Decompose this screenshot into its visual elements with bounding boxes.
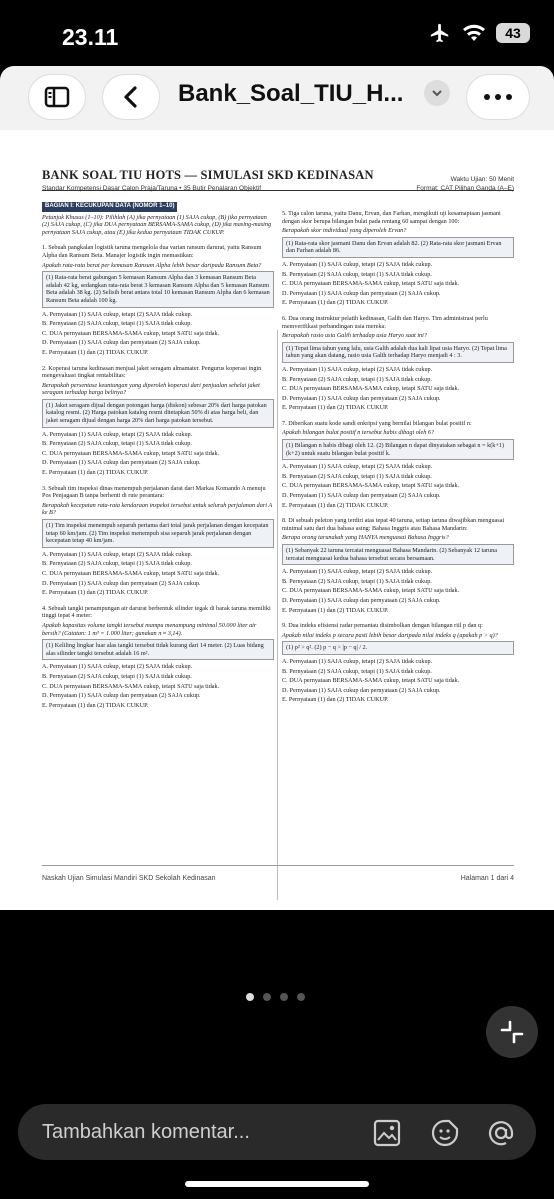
footer-left: Naskah Ujian Simulasi Mandiri SKD Sekolah Kedinasan	[42, 875, 216, 882]
question	[282, 315, 514, 412]
answer-option: A. Pernyataan (1) SAJA cukup, tetapi (2) SAJA tidak cukup.	[282, 463, 433, 471]
sidebar-icon	[44, 86, 70, 108]
sidebar-toggle-button[interactable]	[28, 74, 86, 120]
question-stem: 1. Sebuah pangkalan logistik taruna mengelola dua varian ransum darurat, yaitu Ransum Alpha dan Ransum Beta. Manajer logistik ingin memastikan:	[42, 244, 262, 259]
answer-option: C. DUA pernyataan BERSAMA-SAMA cukup, tetapi SATU saja tidak.	[42, 682, 220, 690]
statement-box: (1) Tim inspeksi menempuh separuh pertama dari total jarak perjalanan dengan kecepatan tetap 60 km/jam. (2) Tim inspeksi menempuh sisa separuh jarak perjalanan dengan kecepatan tetap 40 km/jam.	[42, 519, 274, 548]
answer-option: C. DUA pernyataan BERSAMA-SAMA cukup, tetapi SATU saja tidak.	[282, 587, 460, 595]
page-indicator[interactable]	[246, 993, 305, 1001]
right-column	[282, 202, 514, 706]
answer-option: B. Pernyataan (2) SAJA cukup, tetapi (1) SAJA tidak cukup.	[282, 577, 432, 585]
question-stem: 5. Tiga calon taruna, yaitu Danu, Ervan, dan Farhan, mengikuti uji kesamaptaan jasmani dengan skor berupa bilangan bulat pada rentang 60 sampai dengan 100:	[282, 210, 501, 225]
answer-option: A. Pernyataan (1) SAJA cukup, tetapi (2) SAJA tidak cukup.	[282, 260, 433, 268]
question-ask: Berapakah skor individual yang diperoleh Ervan?	[282, 227, 407, 235]
answer-option: B. Pernyataan (2) SAJA cukup, tetapi (1) SAJA tidak cukup.	[282, 270, 432, 278]
question-stem: 7. Diberikan suatu kode sandi enkripsi yang bernilai bilangan bulat positif n:	[282, 419, 472, 427]
left-questions	[42, 244, 274, 709]
answer-option: B. Pernyataan (2) SAJA cukup, tetapi (1) SAJA tidak cukup.	[42, 672, 192, 680]
question-ask: Apakah nilai indeks p secara pasti lebih besar daripada nilai indeks q (apakah p > q)?	[282, 631, 498, 639]
answer-option: C. DUA pernyataan BERSAMA-SAMA cukup, tetapi SATU saja tidak.	[282, 385, 460, 393]
answer-option: E. Pernyataan (1) dan (2) TIDAK CUKUP.	[282, 696, 389, 704]
question	[282, 622, 514, 704]
doc-meta-time: Waktu Ujian: 50 Menit	[450, 176, 514, 183]
page-dot[interactable]	[246, 993, 254, 1001]
statement-box: (1) Jaket seragam dijual dengan potongan harga (diskon) sebesar 20% dari harga patokan katalog resmi. (2) Harga patokan katalog resmi ditetapkan 50% di atas harga beli, dan jaket seragam dijual dengan harga 20% dari harga patokan tersebut.	[42, 399, 274, 428]
title-dropdown-button[interactable]	[424, 80, 450, 106]
comment-input[interactable]: Tambahkan komentar...	[42, 1121, 250, 1143]
question-ask: Apakah bilangan bulat positif n tersebut habis dibagi oleh 6?	[282, 429, 435, 437]
question-ask: Berapakah persentase keuntungan yang diperoleh koperasi dari penjualan sehelai jaket seragam terhadap harga belinya?	[42, 381, 260, 397]
doc-footer	[42, 875, 514, 882]
answer-option: A. Pernyataan (1) SAJA cukup, tetapi (2) SAJA tidak cukup.	[282, 657, 433, 665]
question	[42, 365, 274, 477]
mention-icon[interactable]	[486, 1118, 516, 1148]
question-stem: 4. Sebuah tangki penampungan air darurat berbentuk silinder tegak di barak taruna memiliki tinggi tepat 4 meter:	[42, 604, 271, 620]
answer-option: A. Pernyataan (1) SAJA cukup, tetapi (2) SAJA tidak cukup.	[42, 430, 193, 438]
answer-option: D. Pernyataan (1) SAJA cukup dan pernyataan (2) SAJA cukup.	[42, 579, 201, 587]
back-button[interactable]	[102, 74, 160, 120]
status-time: 23.11	[62, 24, 119, 50]
question-stem: 3. Sebuah tim inspeksi dinas menempuh perjalanan darat dari Markas Komando A menuju Pos Penjagaan B tanpa berhenti di rute perantara:	[42, 484, 266, 500]
wifi-icon	[462, 23, 486, 43]
question	[42, 244, 274, 356]
statement-box: (1) Rata-rata skor jasmani Danu dan Ervan adalah 82. (2) Rata-rata skor jasmani Ervan dan Farhan adalah 86.	[282, 237, 514, 258]
doc-meta-format: Format: CAT Pilihan Ganda (A–E)	[416, 185, 514, 192]
statement-box: (1) p² > q². (2) p − q > |p − q| / 2.	[282, 641, 514, 655]
statement-box: (1) Rata-rata berat gabungan 5 kemasan Ransum Alpha dan 3 kemasan Ransum Beta adalah 42 kg, sedangkan rata-rata berat 3 kemasan Ransum Alpha dan 5 kemasan Ransum Beta adalah 38 kg. (2) Selisih berat antara total 10 kemasan Ransum Alpha dan 6 kemasan Ransum Beta adalah 100 kg.	[42, 271, 274, 307]
answer-option: D. Pernyataan (1) SAJA cukup dan pernyataan (2) SAJA cukup.	[42, 339, 201, 347]
footer-right: Halaman 1 dari 4	[460, 875, 514, 882]
answer-option: D. Pernyataan (1) SAJA cukup dan pernyataan (2) SAJA cukup.	[42, 459, 201, 467]
sticker-icon[interactable]	[430, 1118, 460, 1148]
page-dot[interactable]	[280, 993, 288, 1001]
instructions: Petunjuk Khusus (1–10): Pilihlah (A) jika pernyataan (1) SAJA cukup, (B) jika pernyataan (2) SAJA cukup, (C) jika DUA pernyataan BERSAMA-SAMA cukup, (D) jika masing-masing pernyataan SAJA cukup, atau (E) jika kedua pernyataan TIDAK CUKUP.	[42, 213, 272, 236]
question-ask: Berapakah rasio usia Galih terhadap usia Haryo saat ini?	[282, 332, 427, 340]
answer-option: D. Pernyataan (1) SAJA cukup dan pernyataan (2) SAJA cukup.	[42, 692, 201, 700]
more-button[interactable]	[466, 74, 530, 120]
answer-option: C. DUA pernyataan BERSAMA-SAMA cukup, tetapi SATU saja tidak.	[42, 569, 220, 577]
answer-option: D. Pernyataan (1) SAJA cukup dan pernyataan (2) SAJA cukup.	[282, 492, 441, 500]
more-icon	[483, 93, 513, 101]
statement-box: (1) Keliling lingkar luar alas tangki tersebut tidak kurang dari 14 meter. (2) Luas bidang alas silinder tangki tersebut adalah 16 m².	[42, 639, 274, 660]
question-ask: Apakah rata-rata berat per kemasan Ransum Alpha lebih besar daripada Ransum Beta?	[42, 261, 262, 269]
question-ask: Berapa orang tarunakah yang HANYA menguasai Bahasa Inggris?	[282, 534, 449, 542]
status-bar	[0, 0, 554, 64]
question	[282, 517, 514, 614]
answer-option: A. Pernyataan (1) SAJA cukup, tetapi (2) SAJA tidak cukup.	[282, 365, 433, 373]
answer-option: B. Pernyataan (2) SAJA cukup, tetapi (1) SAJA tidak cukup.	[282, 472, 432, 480]
answer-option: C. DUA pernyataan BERSAMA-SAMA cukup, tetapi SATU saja tidak.	[282, 677, 460, 685]
collapse-icon	[498, 1018, 526, 1046]
home-indicator[interactable]	[185, 1181, 369, 1187]
header-rule	[42, 190, 514, 191]
answer-option: B. Pernyataan (2) SAJA cukup, tetapi (1) SAJA tidak cukup.	[42, 440, 192, 448]
document-title[interactable]: Bank_Soal_TIU_H...	[178, 80, 404, 107]
footer-rule	[42, 865, 514, 866]
question-stem: 6. Dua orang instruktur pelatih kedinasan, Galih dan Haryo. Tim administrasi perlu memverifikasi perbandingan usia mereka:	[282, 314, 488, 330]
answer-option: A. Pernyataan (1) SAJA cukup, tetapi (2) SAJA tidak cukup.	[42, 663, 193, 671]
answer-option: E. Pernyataan (1) dan (2) TIDAK CUKUP.	[282, 404, 389, 412]
answer-option: D. Pernyataan (1) SAJA cukup dan pernyataan (2) SAJA cukup.	[282, 686, 441, 694]
answer-option: D. Pernyataan (1) SAJA cukup dan pernyataan (2) SAJA cukup.	[282, 596, 441, 604]
question	[42, 605, 274, 710]
answer-option: B. Pernyataan (2) SAJA cukup, tetapi (1) SAJA tidak cukup.	[42, 320, 192, 328]
battery-icon: 43	[496, 23, 530, 43]
question	[282, 210, 514, 307]
answer-option: B. Pernyataan (2) SAJA cukup, tetapi (1) SAJA tidak cukup.	[282, 375, 432, 383]
question-ask: Apakah kapasitas volume tangki tersebut mampu menampung minimal 50.000 liter air bersih? (Catatan: 1 m³ = 1.000 liter; gunakan π ≈ 3,14).	[42, 621, 257, 637]
image-icon[interactable]	[372, 1118, 402, 1148]
answer-option: A. Pernyataan (1) SAJA cukup, tetapi (2) SAJA tidak cukup.	[42, 550, 193, 558]
question	[42, 485, 274, 597]
answer-option: C. DUA pernyataan BERSAMA-SAMA cukup, tetapi SATU saja tidak.	[42, 449, 220, 457]
page-dot[interactable]	[297, 993, 305, 1001]
question-stem: 9. Dua indeks efisiensi radar pemantau disimbolkan dengan bilangan riil p dan q:	[282, 622, 483, 630]
answer-option: B. Pernyataan (2) SAJA cukup, tetapi (1) SAJA tidak cukup.	[282, 667, 432, 675]
statement-box: (1) Tepat lima tahun yang lalu, usia Galih adalah dua kali lipat usia Haryo. (2) Tepat lima tahun yang akan datang, rasio usia Galih terhadap Haryo menjadi 4 : 3.	[282, 342, 514, 363]
statement-box: (1) Bilangan n habis dibagi oleh 12. (2) Bilangan n dapat dinyatakan sebagai n = k(k+1)(k+2) untuk suatu bilangan bulat positif k.	[282, 439, 514, 460]
answer-option: E. Pernyataan (1) dan (2) TIDAK CUKUP.	[282, 606, 389, 614]
answer-option: A. Pernyataan (1) SAJA cukup, tetapi (2) SAJA tidak cukup.	[42, 310, 193, 318]
document-page	[0, 130, 554, 910]
left-column	[42, 202, 274, 711]
answer-option: E. Pernyataan (1) dan (2) TIDAK CUKUP.	[42, 701, 149, 709]
answer-option: E. Pernyataan (1) dan (2) TIDAK CUKUP.	[282, 299, 389, 307]
answer-option: C. DUA pernyataan BERSAMA-SAMA cukup, tetapi SATU saja tidak.	[282, 482, 460, 490]
answer-option: A. Pernyataan (1) SAJA cukup, tetapi (2) SAJA tidak cukup.	[282, 568, 433, 576]
answer-option: E. Pernyataan (1) dan (2) TIDAK CUKUP.	[42, 589, 149, 597]
question-stem: 8. Di sebuah peleton yang terdiri atas tepat 40 taruna, setiap taruna diwajibkan menguasai minimal satu dari dua bahasa asing: Bahasa Inggris atau Bahasa Mandarin:	[282, 517, 505, 532]
answer-option: D. Pernyataan (1) SAJA cukup dan pernyataan (2) SAJA cukup.	[282, 394, 441, 402]
airplane-icon	[428, 22, 452, 44]
collapse-button[interactable]	[486, 1006, 538, 1058]
question-stem: 2. Koperasi taruna kedinasan menjual jaket seragam almamater. Pengurus koperasi ingin mengevaluasi tingkat rentabilitas:	[42, 364, 262, 380]
chevron-left-icon	[121, 85, 141, 109]
answer-option: B. Pernyataan (2) SAJA cukup, tetapi (1) SAJA tidak cukup.	[42, 560, 192, 568]
question	[282, 420, 514, 509]
answer-option: E. Pernyataan (1) dan (2) TIDAK CUKUP.	[282, 501, 389, 509]
right-questions	[282, 210, 514, 704]
answer-option: D. Pernyataan (1) SAJA cukup dan pernyataan (2) SAJA cukup.	[282, 289, 441, 297]
statement-box: (1) Sebanyak 22 taruna tercatat menguasai Bahasa Mandarin. (2) Sebanyak 12 taruna tercatat menguasai kedua bahasa tersebut secara bersamaan.	[282, 544, 514, 565]
comment-bar[interactable]	[18, 1104, 536, 1160]
answer-option: C. DUA pernyataan BERSAMA-SAMA cukup, tetapi SATU saja tidak.	[282, 280, 460, 288]
status-icons	[428, 22, 530, 44]
section-label: BAGIAN I: KECUKUPAN DATA (NOMOR 1–10)	[42, 202, 177, 212]
chevron-down-icon	[431, 88, 443, 98]
question-ask: Berapakah kecepatan rata-rata kendaraan inspeksi tersebut untuk seluruh perjalanan dari A ke B?	[42, 501, 273, 517]
page-dot[interactable]	[263, 993, 271, 1001]
column-divider	[277, 330, 278, 900]
answer-option: E. Pernyataan (1) dan (2) TIDAK CUKUP.	[42, 348, 149, 356]
doc-heading: BANK SOAL TIU HOTS — SIMULASI SKD KEDINASAN	[42, 168, 374, 182]
doc-subtitle: Standar Kompetensi Dasar Calon Praja/Taruna • 35 Butir Penalaran Objektif	[42, 185, 262, 192]
answer-option: C. DUA pernyataan BERSAMA-SAMA cukup, tetapi SATU saja tidak.	[42, 329, 220, 337]
answer-option: E. Pernyataan (1) dan (2) TIDAK CUKUP.	[42, 469, 149, 477]
